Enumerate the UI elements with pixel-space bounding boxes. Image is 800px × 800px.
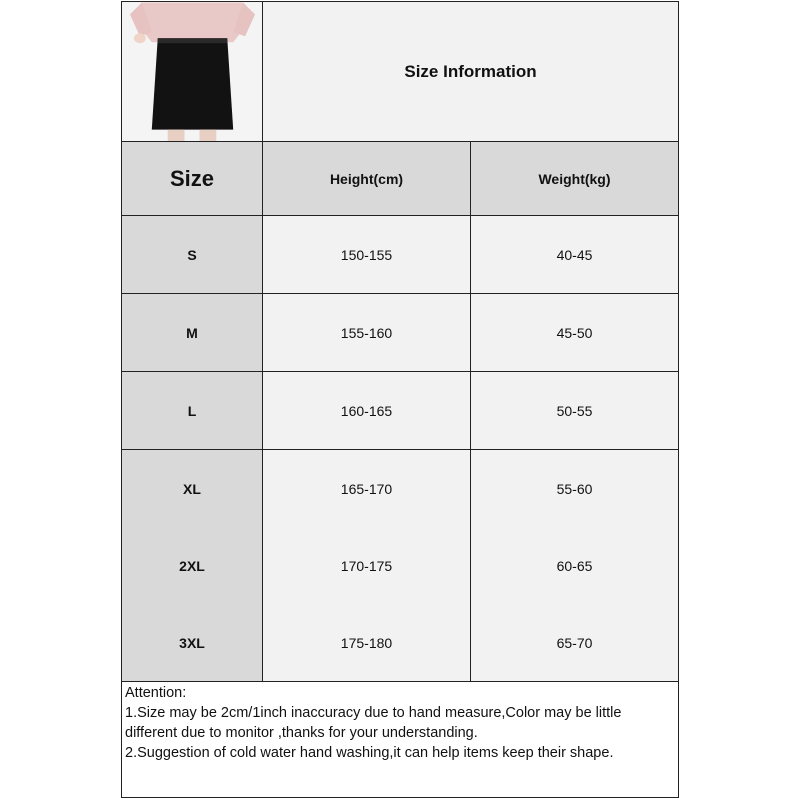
header-height: Height(cm) xyxy=(263,142,471,216)
title: Size Information xyxy=(263,2,678,142)
size-cell: 2XL xyxy=(122,527,263,605)
attention-notes xyxy=(122,682,678,797)
weight-cell: 50-55 xyxy=(471,372,678,450)
size-cell: L xyxy=(122,372,263,450)
size-cell: XL xyxy=(122,450,263,528)
table-row xyxy=(122,450,678,528)
height-cell: 155-160 xyxy=(263,294,471,372)
size-chart xyxy=(121,1,679,798)
weight-cell: 40-45 xyxy=(471,216,678,294)
header-weight: Weight(kg) xyxy=(471,142,678,216)
height-cell: 175-180 xyxy=(263,604,471,682)
notes-heading: Attention: xyxy=(125,685,187,701)
height-cell: 150-155 xyxy=(263,216,471,294)
weight-cell: 55-60 xyxy=(471,450,678,528)
weight-cell: 60-65 xyxy=(471,527,678,605)
product-photo xyxy=(122,2,263,142)
header-size: Size xyxy=(122,142,263,216)
table-row xyxy=(122,294,678,372)
notes-line-2: 2.Suggestion of cold water hand washing,it can help items keep their shape. xyxy=(125,745,614,761)
size-cell: S xyxy=(122,216,263,294)
size-cell: 3XL xyxy=(122,604,263,682)
height-cell: 160-165 xyxy=(263,372,471,450)
size-cell: M xyxy=(122,294,263,372)
height-cell: 170-175 xyxy=(263,527,471,605)
weight-cell: 65-70 xyxy=(471,604,678,682)
notes-line-1: 1.Size may be 2cm/1inch inaccuracy due to hand measure,Color may be little different due to monitor ,thanks for your understanding. xyxy=(125,705,622,741)
model-skirt-image xyxy=(122,2,262,142)
table-row xyxy=(122,527,678,605)
table-row xyxy=(122,372,678,450)
table-row xyxy=(122,604,678,682)
weight-cell: 45-50 xyxy=(471,294,678,372)
height-cell: 165-170 xyxy=(263,450,471,528)
table-row xyxy=(122,216,678,294)
